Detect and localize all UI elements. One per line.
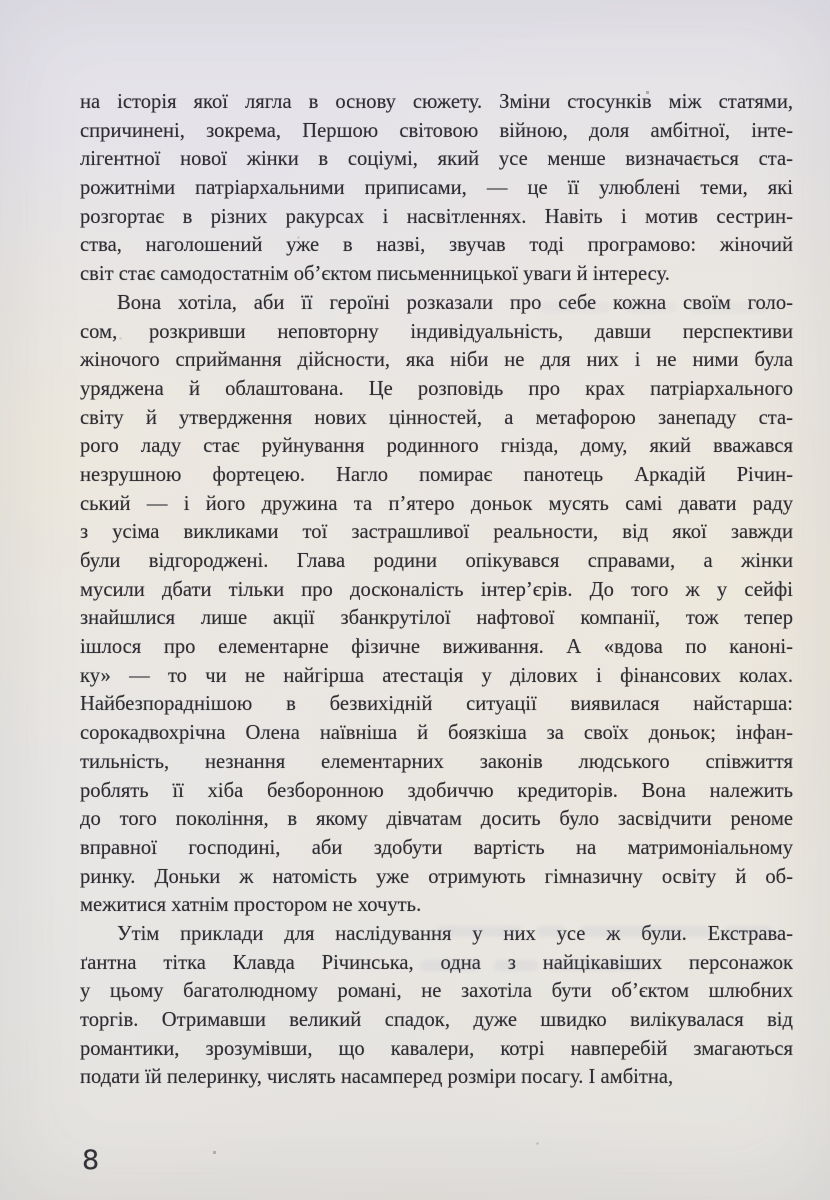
text-line: Вона хотіла, аби її героїні розказали про себе кожна своїм голо- [117,291,793,314]
text-line: ку» — то чи не найгірша атестація у ділових і фінансових колах. [80,664,793,687]
text-line: у цьому багатолюдному романі, не захотіла бути об’єктом шлюбних [80,980,793,1003]
text-line: незрушною фортецею. Нагло помирає панотець Аркадій Річин- [80,463,793,486]
text-line: на історія якої лягла в основу сюжету. Зміни стосунків між статями, [80,91,793,113]
text-line: торгів. Отримавши великий спадок, дуже швидко вилікувалася від [80,1009,793,1031]
text-line: сом, розкривши неповторну індивідуальність, давши перспективи [80,320,793,343]
text-line: мусили дбати тільки про досконалість інтер’єрів. До того ж у сейфі [80,578,793,601]
text-line: ґантна тітка Клавда Річинська, одна з найцікавіших персонажок [80,951,793,974]
text-line: були відгороджені. Глава родини опікувався справами, а жінки [80,550,793,572]
text-line: подати їй пелеринку, числять насамперед розміри посагу. І амбітна, [80,1066,674,1089]
text-line: жіночого сприймання дійсности, яка ніби не для них і не ними була [80,349,793,372]
text-block [80,88,793,1092]
text-line: Утім приклади для наслідування у них усе ж були. Екстрава- [117,922,793,945]
text-line: рого ладу стає руйнування родинного гнізда, дому, який вважався [80,435,793,458]
dust-specks [0,0,1,1]
text-line: романтики, зрозумівши, що кавалери, котрі навперебій змагаються [80,1037,793,1060]
text-line: розгортає в різних ракурсах і насвітленнях. Навіть і мотив сестрин- [80,205,793,228]
text-line: уряджена й облаштована. Це розповідь про крах патріархального [80,377,793,400]
text-line: до того покоління, в якому дівчатам досить було засвідчити реноме [80,808,793,831]
paragraph [80,289,793,920]
text-line: світ стає самодостатнім об’єктом письменницької уваги й інтересу. [80,263,670,286]
text-line: тильність, незнання елементарних законів людського співжиття [80,750,793,773]
text-line: лігентної нової жінки в соціумі, який усе менше визначається ста- [80,148,793,171]
text-line: спричинені, зокрема, Першою світовою війною, доля амбітної, інте- [80,119,793,142]
text-line: з усіма викликами тої застрашливої реальности, від якої завжди [80,521,793,544]
text-line: ішлося про елементарне фізичне виживання. А «вдова по каноні- [80,636,793,659]
text-line: ський — і його дружина та п’ятеро доньок мусять самі давати раду [80,492,793,515]
text-line: ринку. Доньки ж натомість уже отримують гімназичну освіту й об- [80,865,793,888]
text-line: ства, наголошений уже в назві, звучав тоді програмово: жіночий [80,234,793,257]
text-line: Найбезпораднішою в безвихідній ситуації виявилася найстарша: [80,693,793,716]
text-line: вправної господині, аби здобути вартість на матримоніальному [80,836,793,859]
paragraph [80,88,793,289]
text-line: роблять її хіба безборонною здобиччю кредиторів. Вона належить [80,779,793,802]
page-number: 8 [82,1145,100,1176]
text-line: межитися хатнім простором не хочуть. [80,894,422,917]
text-line: знайшлися лише акції збанкрутілої нафтової компанії, тож тепер [80,607,793,630]
text-line: світу й утвердження нових цінностей, а метафорою занепаду ста- [80,406,793,429]
paragraph [80,920,793,1092]
text-line: сорокадвохрічна Олена наївніша й боязкіша за своїх доньок; інфан- [80,722,793,745]
text-line: рожитніми патріархальними приписами, — це її улюблені теми, які [80,177,793,200]
